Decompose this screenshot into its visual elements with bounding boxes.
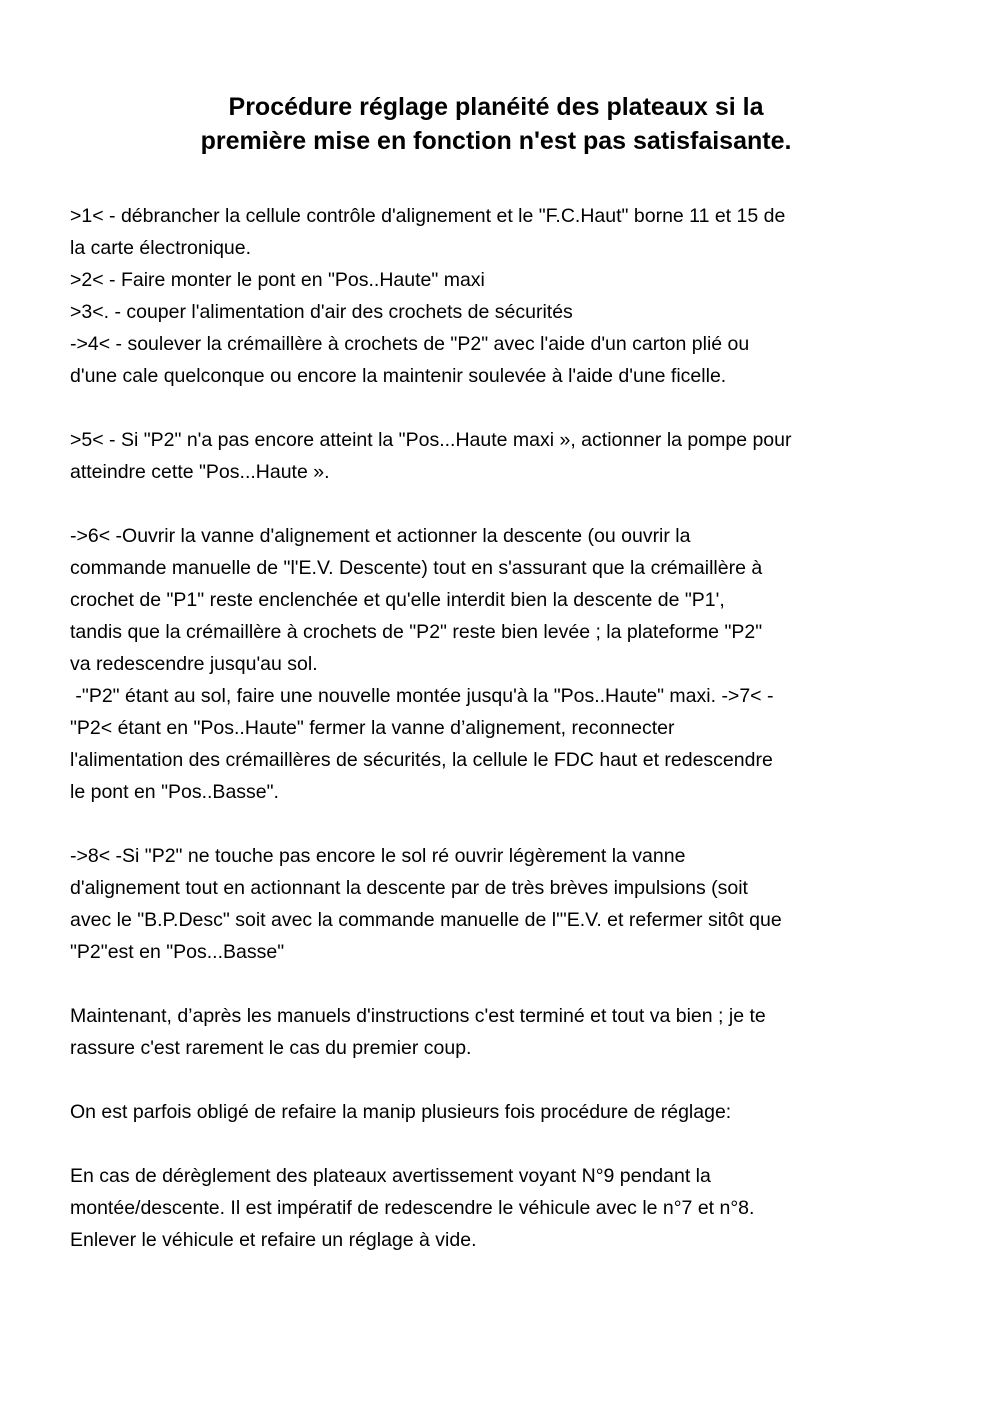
text-line: la carte électronique.	[70, 237, 252, 259]
title-line-1: Procédure réglage planéité des plateaux si la	[228, 93, 764, 121]
text-line: Enlever le véhicule et refaire un réglage à vide.	[70, 1229, 477, 1251]
text-line: "P2< étant en "Pos..Haute" fermer la vanne d’alignement, reconnecter	[70, 717, 675, 739]
paragraph-repeat-note	[70, 1096, 930, 1128]
paragraph-steps-6-7	[70, 520, 930, 808]
text-line: tandis que la crémaillère à crochets de "P2" reste bien levée ; la plateforme "P2"	[70, 621, 763, 643]
text-line: "P2"est en "Pos...Basse"	[70, 941, 285, 963]
paragraph-step-8	[70, 840, 930, 968]
text-line: le pont en "Pos..Basse".	[70, 781, 279, 803]
text-line: commande manuelle de "l'E.V. Descente) tout en s'assurant que la crémaillère à	[70, 557, 763, 579]
text-line: ->4< - soulever la crémaillère à crochets de "P2" avec l'aide d'un carton plié ou	[70, 333, 750, 355]
text-line: ->6< -Ouvrir la vanne d'alignement et actionner la descente (ou ouvrir la	[70, 525, 691, 547]
text-line: d'une cale quelconque ou encore la maintenir soulevée à l'aide d'une ficelle.	[70, 365, 727, 387]
text-line: On est parfois obligé de refaire la manip plusieurs fois procédure de réglage:	[70, 1101, 732, 1123]
text-line: ->8< -Si "P2" ne touche pas encore le sol ré ouvrir légèrement la vanne	[70, 845, 686, 867]
text-line: En cas de dérèglement des plateaux avertissement voyant N°9 pendant la	[70, 1165, 711, 1187]
paragraph-step-5	[70, 424, 930, 488]
page-title	[60, 90, 932, 158]
text-line: l'alimentation des crémaillères de sécurités, la cellule le FDC haut et redescendre	[70, 749, 773, 771]
text-line: va redescendre jusqu'au sol.	[70, 653, 318, 675]
text-line: atteindre cette "Pos...Haute ».	[70, 461, 330, 483]
text-line: rassure c'est rarement le cas du premier coup.	[70, 1037, 472, 1059]
text-line: Maintenant, d’après les manuels d'instructions c'est terminé et tout va bien ; je te	[70, 1005, 766, 1027]
paragraph-steps-1-4	[70, 200, 930, 392]
text-line: crochet de "P1" reste enclenchée et qu'elle interdit bien la descente de "P1',	[70, 589, 725, 611]
paragraph-warning	[70, 1160, 930, 1256]
paragraph-conclusion	[70, 1000, 930, 1064]
text-line: montée/descente. Il est impératif de redescendre le véhicule avec le n°7 et n°8.	[70, 1197, 755, 1219]
text-line: >5< - Si "P2" n'a pas encore atteint la "Pos...Haute maxi », actionner la pompe pour	[70, 429, 792, 451]
document-body	[70, 200, 930, 1256]
text-line: d'alignement tout en actionnant la descente par de très brèves impulsions (soit	[70, 877, 748, 899]
text-line: -"P2" étant au sol, faire une nouvelle montée jusqu'à la "Pos..Haute" maxi. ->7< -	[70, 685, 774, 707]
text-line: >3<. - couper l'alimentation d'air des crochets de sécurités	[70, 301, 573, 323]
text-line: >2< - Faire monter le pont en "Pos..Haute" maxi	[70, 269, 485, 291]
text-line: avec le "B.P.Desc" soit avec la commande manuelle de l'"E.V. et refermer sitôt que	[70, 909, 782, 931]
title-line-2: première mise en fonction n'est pas satisfaisante.	[200, 127, 792, 155]
text-line: >1< - débrancher la cellule contrôle d'alignement et le "F.C.Haut" borne 11 et 15 de	[70, 205, 786, 227]
